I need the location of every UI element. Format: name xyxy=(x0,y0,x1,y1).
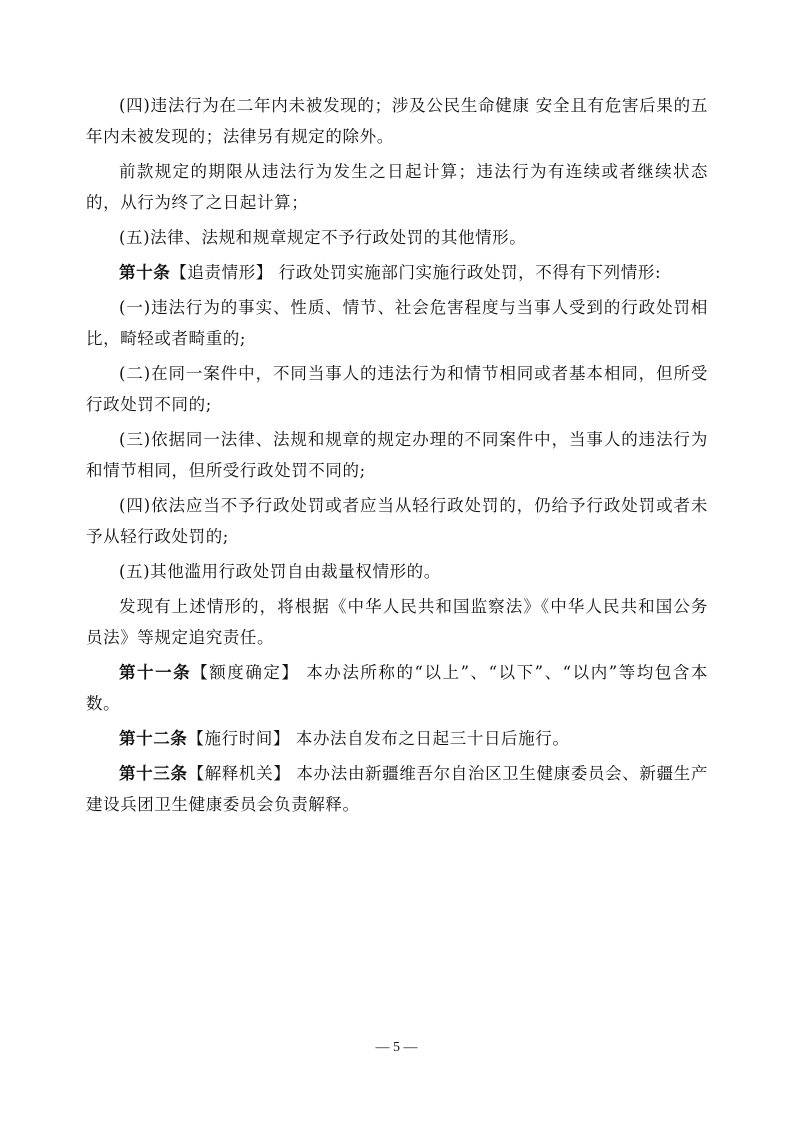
article-heading: 第十条 xyxy=(119,263,171,282)
paragraph-12 xyxy=(86,723,708,754)
paragraph-text: 【解释机关】 本办法由新疆维吾尔自治区卫生健康委员会、新疆生产建设兵团卫生健康委员会负责解释。 xyxy=(86,764,708,814)
paragraph-text: 【额度确定】 本办法所称的“以上”、“以下”、“以内”等均包含本数。 xyxy=(86,663,709,713)
page-number: — 5 — xyxy=(375,1040,418,1055)
paragraph-6 xyxy=(86,358,708,420)
paragraph-text: 前款规定的期限从违法行为发生之日起计算；违法行为有连续或者继续状态的，从行为终了之日起计算； xyxy=(86,162,708,212)
article-heading: 第十二条 xyxy=(119,729,188,748)
paragraph-text: (四)违法行为在二年内未被发现的；涉及公民生命健康 安全且有危害后果的五年内未被发现的；法律另有规定的除外。 xyxy=(86,96,708,146)
paragraph-text: (五)法律、法规和规章规定不予行政处罚的其他情形。 xyxy=(119,228,527,247)
paragraph-1 xyxy=(86,90,708,152)
paragraph-5 xyxy=(86,292,708,354)
paragraph-text: (五)其他滥用行政处罚自由裁量权情形的。 xyxy=(119,562,441,581)
article-heading: 第十三条 xyxy=(119,764,188,783)
paragraph-8 xyxy=(86,490,708,552)
paragraph-3 xyxy=(86,222,708,253)
paragraph-text: 发现有上述情形的，将根据《中华人民共和国监察法》《中华人民共和国公务员法》等规定追究责任。 xyxy=(86,597,708,647)
paragraph-text: 【施行时间】 本办法自发布之日起三十日后施行。 xyxy=(187,729,570,748)
paragraph-text: 【追责情形】 行政处罚实施部门实施行政处罚，不得有下列情形: xyxy=(170,263,662,282)
paragraph-4 xyxy=(86,257,708,288)
paragraph-text: (二)在同一案件中，不同当事人的违法行为和情节相同或者基本相同，但所受行政处罚不同的; xyxy=(86,364,708,414)
paragraph-11 xyxy=(86,657,708,719)
paragraph-10 xyxy=(86,591,708,653)
paragraph-2 xyxy=(86,156,708,218)
paragraph-9 xyxy=(86,556,708,587)
paragraph-7 xyxy=(86,424,708,486)
article-heading: 第十一条 xyxy=(119,663,192,682)
paragraph-text: (一)违法行为的事实、性质、情节、社会危害程度与当事人受到的行政处罚相比，畸轻或者畸重的; xyxy=(86,298,708,348)
paragraph-text: (四)依法应当不予行政处罚或者应当从轻行政处罚的，仍给予行政处罚或者未予从轻行政处罚的; xyxy=(86,496,708,546)
paragraph-13 xyxy=(86,758,708,820)
document-body xyxy=(86,90,708,824)
paragraph-text: (三)依据同一法律、法规和规章的规定办理的不同案件中，当事人的违法行为和情节相同，但所受行政处罚不同的; xyxy=(86,430,708,480)
